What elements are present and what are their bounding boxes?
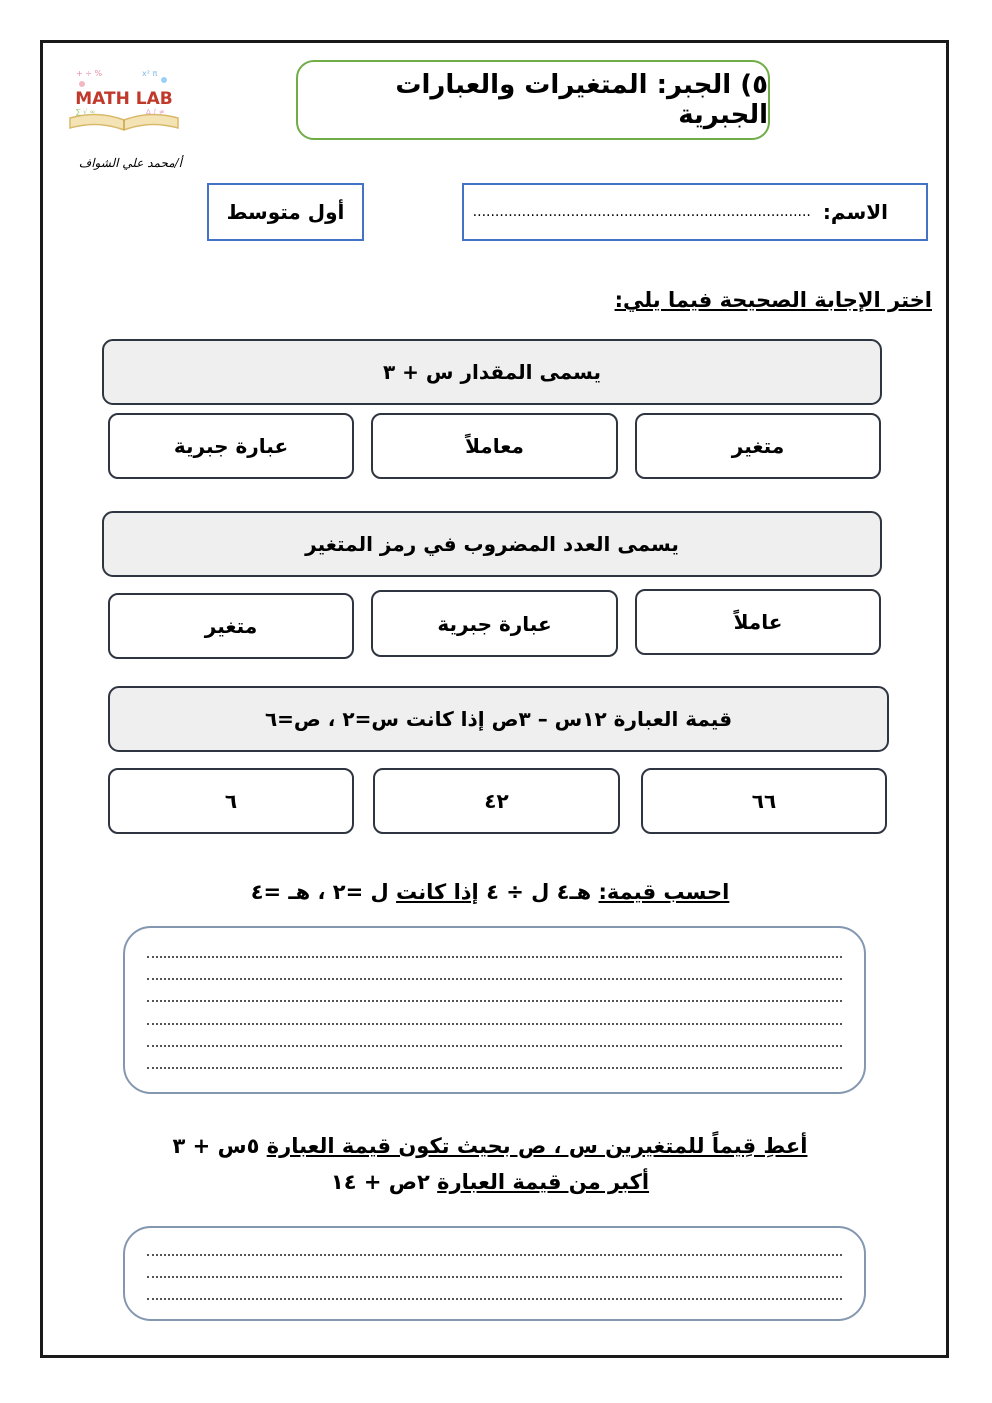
task-2-line-1-text: أعطِ قِيماً للمتغيرين س ، ص بحيث تكون قيمة العبارة — [266, 1134, 808, 1158]
answer-line — [147, 1000, 842, 1002]
task-2-line-2-text: أكبر من قيمة العبارة — [437, 1170, 650, 1194]
task-1-prompt — [150, 880, 830, 904]
svg-text:∑ √ ∞: ∑ √ ∞ — [76, 108, 96, 116]
q1-option-2[interactable]: معاملاً — [371, 413, 618, 479]
task-1-label: احسب قيمة: — [598, 880, 730, 904]
task-2-line-1-expression: ٥س + ٣ — [172, 1134, 260, 1158]
name-label: الاسم: — [822, 200, 888, 224]
task-2-line-2 — [120, 1164, 860, 1200]
name-dots: ............................................................................ — [472, 204, 811, 220]
q1-option-1[interactable]: متغير — [635, 413, 881, 479]
answer-line — [147, 1276, 842, 1278]
task-2-line-1 — [120, 1128, 860, 1164]
task-1-condition: إذا كانت — [396, 880, 479, 904]
q1-option-3[interactable]: عبارة جبرية — [108, 413, 354, 479]
page-title: ٥) الجبر: المتغيرات والعبارات الجبرية — [296, 60, 770, 140]
task-2-prompt — [120, 1128, 860, 1200]
q2-option-3[interactable]: متغير — [108, 593, 354, 659]
answer-line — [147, 978, 842, 980]
question-3: قيمة العبارة ١٢س – ٣ص إذا كانت س=٢ ، ص=٦ — [108, 686, 889, 752]
task-1-answer-area[interactable] — [123, 926, 866, 1094]
answer-line — [147, 956, 842, 958]
task-1-values: ل =٢ ، هـ =٤ — [250, 880, 389, 904]
answer-line — [147, 1045, 842, 1047]
q2-option-1[interactable]: عاملاً — [635, 589, 881, 655]
task-2-answer-area[interactable] — [123, 1226, 866, 1321]
q3-option-2[interactable]: ٤٢ — [373, 768, 620, 834]
q3-option-1[interactable]: ٦٦ — [641, 768, 887, 834]
answer-line — [147, 1254, 842, 1256]
q2-option-2[interactable]: عبارة جبرية — [371, 590, 618, 657]
math-lab-logo — [62, 66, 186, 136]
svg-text:x² π: x² π — [142, 69, 158, 78]
answer-line — [147, 1298, 842, 1300]
question-2: يسمى العدد المضروب في رمز المتغير — [102, 511, 882, 577]
question-1: يسمى المقدار س + ٣ — [102, 339, 882, 405]
name-field[interactable] — [462, 183, 928, 241]
svg-text:Δ ∫ ≠: Δ ∫ ≠ — [146, 108, 165, 116]
grade-level: أول متوسط — [207, 183, 364, 241]
author-name: أ/محمد علي الشواف — [78, 156, 182, 170]
logo-text: MATH LAB — [75, 89, 173, 109]
q3-option-3[interactable]: ٦ — [108, 768, 354, 834]
task-1-expression: هـ٤ ل ÷ ٤ — [486, 880, 592, 904]
answer-line — [147, 1023, 842, 1025]
instruction-heading: اختر الإجابة الصحيحة فيما يلي: — [614, 288, 932, 312]
answer-line — [147, 1067, 842, 1069]
task-2-line-2-expression: ٢ص + ١٤ — [330, 1170, 430, 1194]
svg-text:+ ÷ %: + ÷ % — [76, 69, 103, 78]
